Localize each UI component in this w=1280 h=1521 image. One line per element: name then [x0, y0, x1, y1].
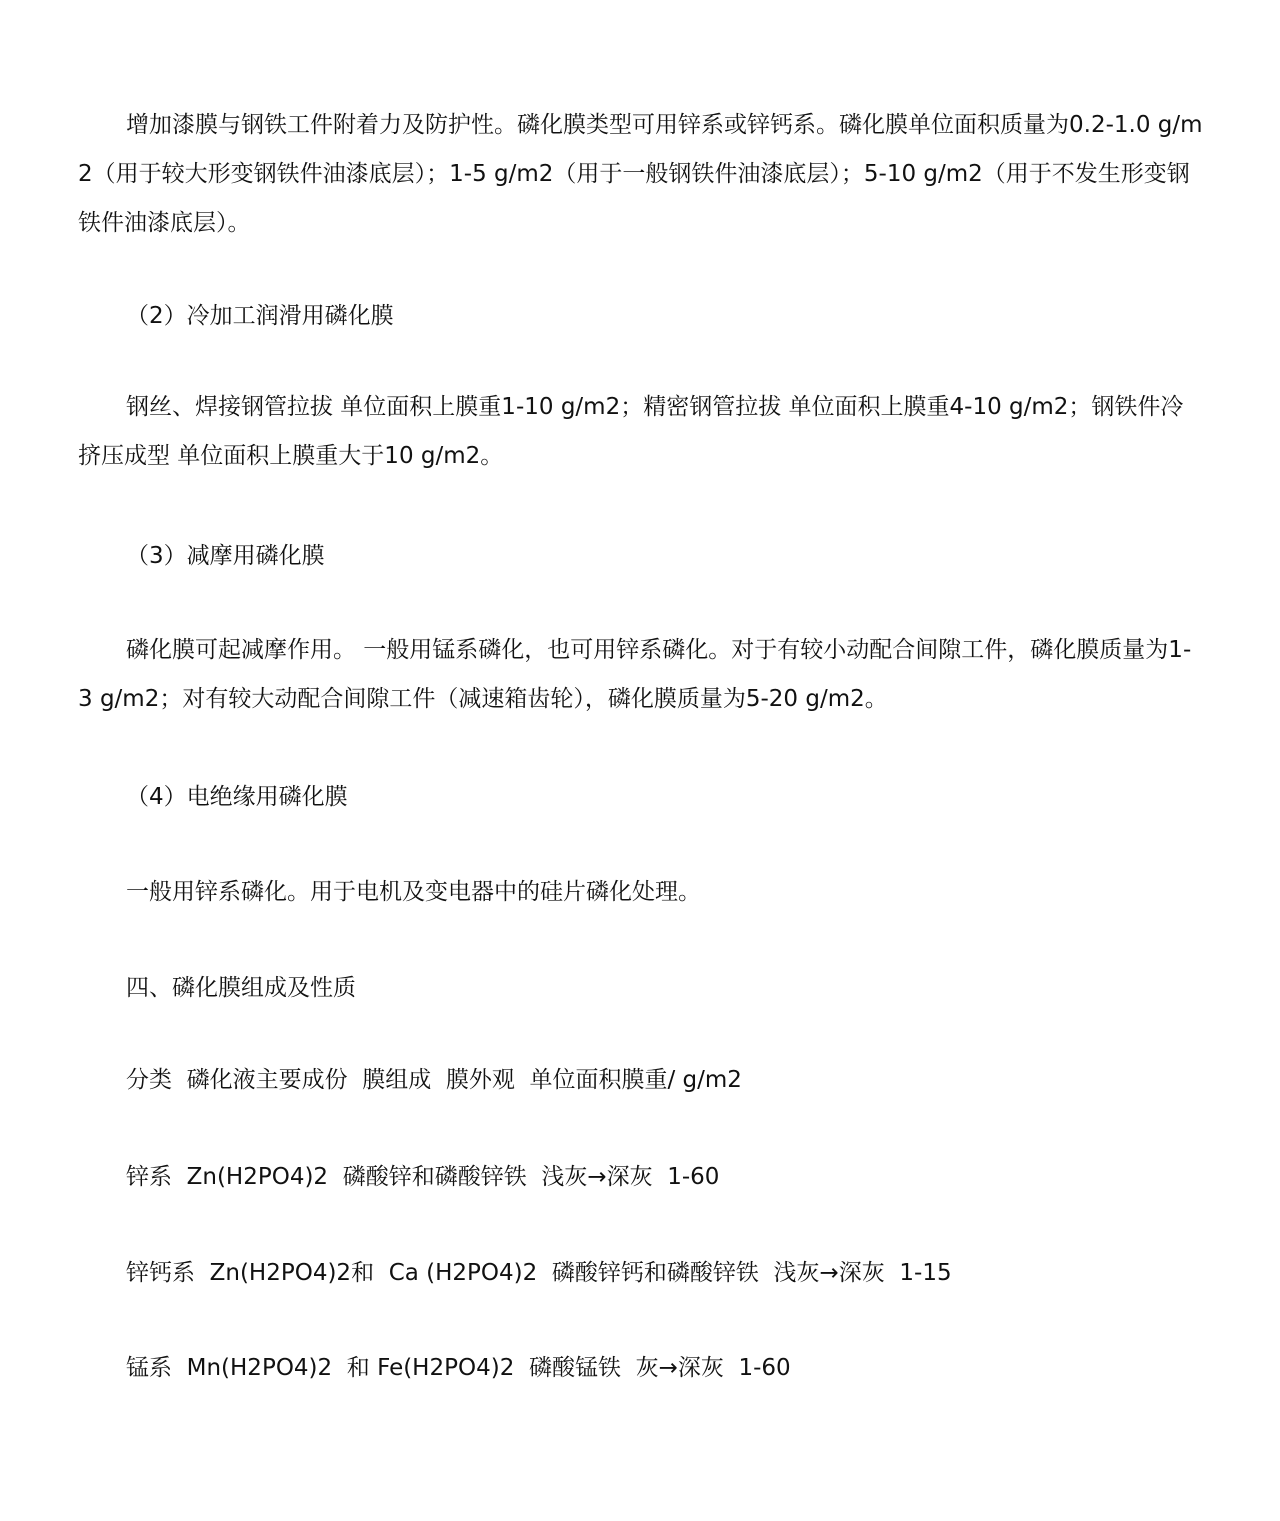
paragraph-electrical-insulation: 一般用锌系磷化。用于电机及变电器中的硅片磷化处理。	[126, 879, 701, 905]
paragraph-lubrication-weights: 钢丝、焊接钢管拉拔 单位面积上膜重1-10 g/m2；精密钢管拉拔 单位面积上膜重4-10 g/m2；钢铁件冷挤压成型 单位面积上膜重大于10 g/m2。	[78, 394, 1184, 469]
section-heading-composition: 四、磷化膜组成及性质	[126, 975, 356, 1001]
heading-friction-reduction: （3）减摩用磷化膜	[126, 543, 325, 569]
heading-cold-work-lubrication: （2）冷加工润滑用磷化膜	[126, 303, 394, 329]
table-header-row: 分类 磷化液主要成份 膜组成 膜外观 单位面积膜重/ g/m2	[126, 1067, 742, 1093]
table-row: 锰系 Mn(H2PO4)2 和 Fe(H2PO4)2 磷酸锰铁 灰→深灰 1-60	[126, 1355, 791, 1381]
heading-electrical-insulation: （4）电绝缘用磷化膜	[126, 784, 348, 810]
table-row: 锌系 Zn(H2PO4)2 磷酸锌和磷酸锌铁 浅灰→深灰 1-60	[126, 1164, 720, 1190]
table-row: 锌钙系 Zn(H2PO4)2和 Ca (H2PO4)2 磷酸锌钙和磷酸锌铁 浅灰→深灰 1-15	[126, 1260, 952, 1286]
paragraph-friction-reduction: 磷化膜可起减摩作用。 一般用锰系磷化，也可用锌系磷化。对于有较小动配合间隙工件，磷化膜质量为1-3 g/m2；对有较大动配合间隙工件（减速箱齿轮），磷化膜质量为5-20 g/m2。	[78, 637, 1192, 712]
paragraph-coating-adhesion: 增加漆膜与钢铁工件附着力及防护性。磷化膜类型可用锌系或锌钙系。磷化膜单位面积质量为0.2-1.0 g/m2（用于较大形变钢铁件油漆底层）；1-5 g/m2（用于一般钢铁件油漆底层）；5-10 g/m2（用于不发生形变钢铁件油漆底层）。	[78, 112, 1203, 236]
